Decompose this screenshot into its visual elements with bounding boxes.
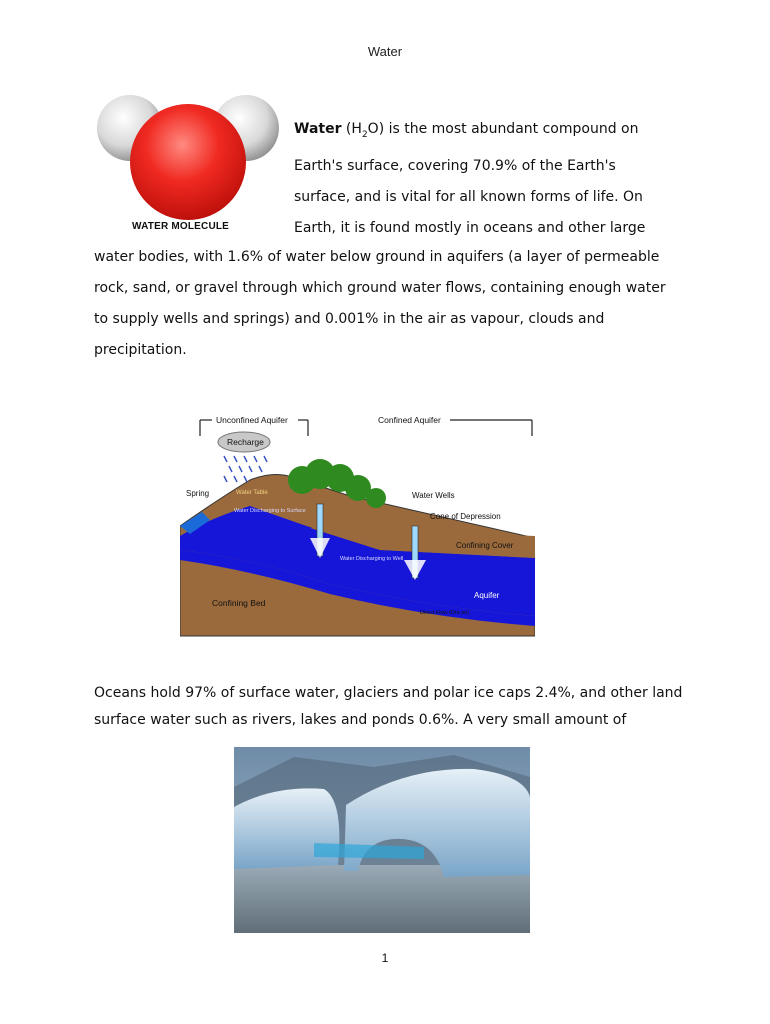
label-water-discharging-surface: Water Discharging to Surface — [234, 508, 306, 514]
intro-line-4: Earth, it is found mostly in oceans and other large — [294, 219, 646, 236]
water-molecule-image — [96, 92, 282, 222]
label-aquifer: Aquifer — [474, 591, 500, 600]
iceberg-photo — [234, 747, 530, 933]
intro-continued: water bodies, with 1.6% of water below ground in aquifers (a layer of permeable rock, sand, or gravel through which ground water flows, containing enough water to supply wells and springs) and 0.001% in the air as vapour, clouds and precipitation. — [94, 249, 666, 358]
intro-line-2: Earth's surface, covering 70.9% of the Earth's — [294, 157, 616, 174]
intro-line-3: surface, and is vital for all known forms of life. On — [294, 188, 643, 205]
formula-post: O) is the most abundant compound on — [367, 121, 639, 137]
label-confined-aquifer: Confined Aquifer — [378, 415, 441, 425]
page-header: Water — [367, 44, 403, 59]
label-direct-flow: Direct Flow (Dra on) — [420, 610, 470, 616]
label-water-wells: Water Wells — [412, 491, 455, 500]
page-number: 1 — [381, 951, 389, 965]
label-confining-bed: Confining Bed — [212, 598, 266, 608]
intro-paragraph — [294, 114, 674, 244]
oceans-paragraph: Oceans hold 97% of surface water, glaciers and polar ice caps 2.4%, and other land surface water such as rivers, lakes and ponds 0.6%. A very small amount of — [94, 685, 683, 728]
label-recharge: Recharge — [227, 437, 264, 447]
label-water-discharging-well: Water Discharging to Well — [340, 556, 404, 562]
label-spring: Spring — [186, 489, 210, 498]
label-cone-of-depression: Cone of Depression — [430, 512, 501, 521]
label-confining-cover: Confining Cover — [456, 541, 514, 550]
formula-pre: (H — [341, 121, 362, 137]
water-term: Water — [294, 121, 342, 137]
aquifer-diagram — [180, 408, 535, 638]
molecule-caption: WATER MOLECULE — [132, 221, 230, 232]
label-unconfined-aquifer: Unconfined Aquifer — [216, 415, 288, 425]
label-water-table: Water Table — [236, 490, 268, 496]
formula-sub: 2 — [361, 129, 368, 140]
